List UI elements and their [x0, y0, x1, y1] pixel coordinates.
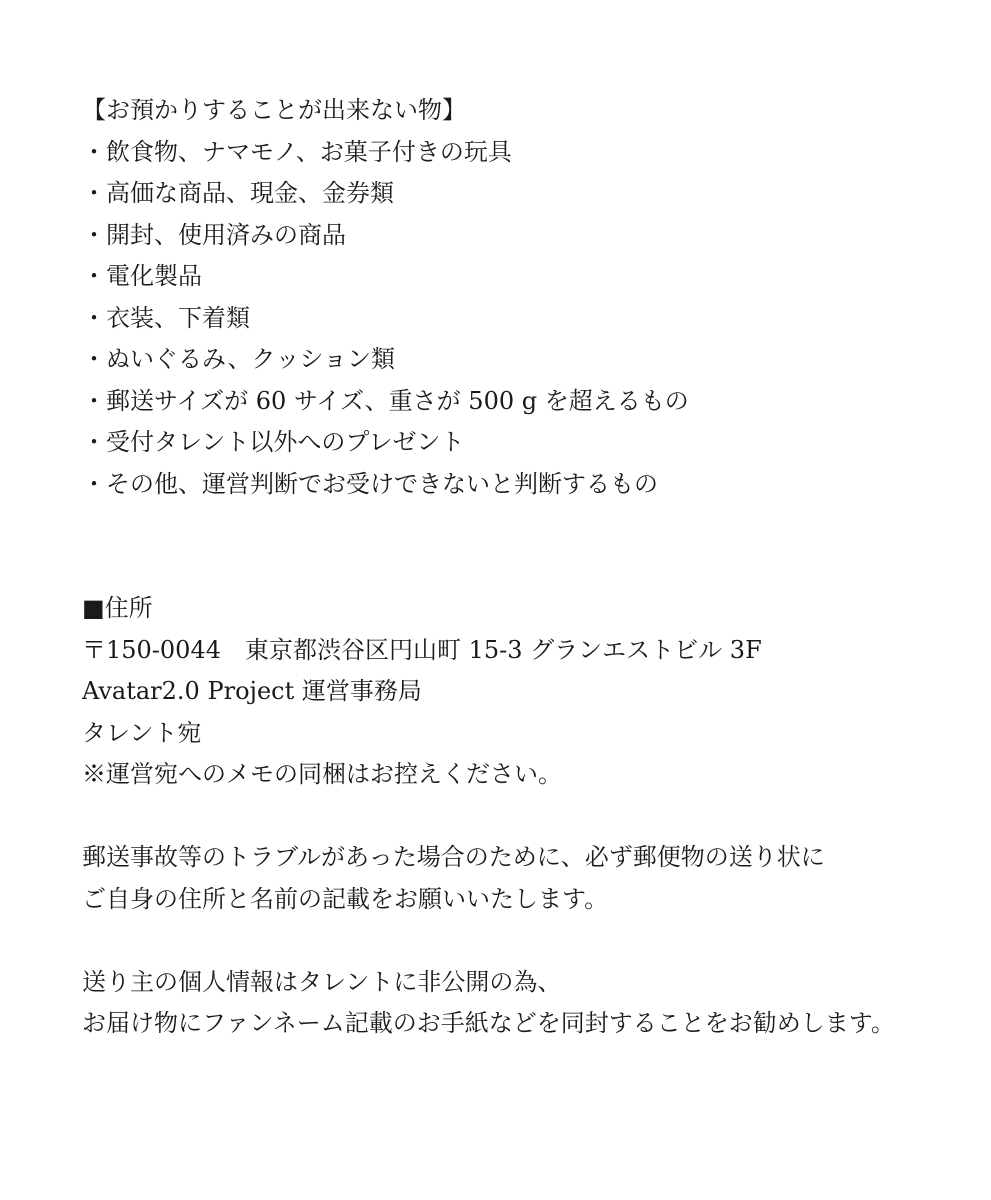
privacy-notice-line: 送り主の個人情報はタレントに非公開の為、 — [82, 967, 562, 996]
section-spacer — [82, 796, 962, 838]
address-note: ※運営宛へのメモの同梱はお控えください。 — [82, 760, 562, 788]
shipping-notice-line: 郵送事故等のトラブルがあった場合のために、必ず郵便物の送り状に — [82, 843, 825, 871]
postal-address: 〒150-0044 東京都渋谷区円山町 15-3 グランエストビル 3F — [82, 635, 762, 664]
recipient-label: タレント宛 — [82, 718, 202, 747]
prohibited-item: ・飲食物、ナマモノ、お菓子付きの玩具 — [82, 137, 512, 166]
prohibited-item: ・ぬいぐるみ、クッション類 — [82, 345, 395, 373]
prohibited-item: ・高価な商品、現金、金券類 — [82, 179, 394, 207]
prohibited-items-section — [82, 90, 962, 505]
organization-name: Avatar2.0 Project 運営事務局 — [82, 677, 422, 705]
document-body — [82, 90, 962, 1045]
address-section — [82, 588, 962, 796]
section-spacer — [82, 505, 962, 588]
shipping-notice-section — [82, 837, 962, 920]
section-spacer — [82, 920, 962, 962]
address-heading: ■住所 — [82, 594, 153, 622]
prohibited-item: ・衣装、下着類 — [82, 303, 250, 332]
prohibited-item: ・郵送サイズが 60 サイズ、重さが 500 g を超えるもの — [82, 386, 689, 415]
privacy-notice-line: お届け物にファンネーム記載のお手紙などを同封することをお勧めします。 — [82, 1009, 895, 1037]
prohibited-item: ・その他、運営判断でお受けできないと判断するもの — [82, 469, 658, 498]
prohibited-item: ・受付タレント以外へのプレゼント — [82, 428, 465, 456]
shipping-notice-line: ご自身の住所と名前の記載をお願いいたします。 — [82, 884, 609, 913]
prohibited-heading: 【お預かりすることが出来ない物】 — [82, 96, 466, 124]
prohibited-item: ・電化製品 — [82, 262, 202, 290]
privacy-notice-section — [82, 962, 962, 1045]
prohibited-item: ・開封、使用済みの商品 — [82, 220, 346, 249]
